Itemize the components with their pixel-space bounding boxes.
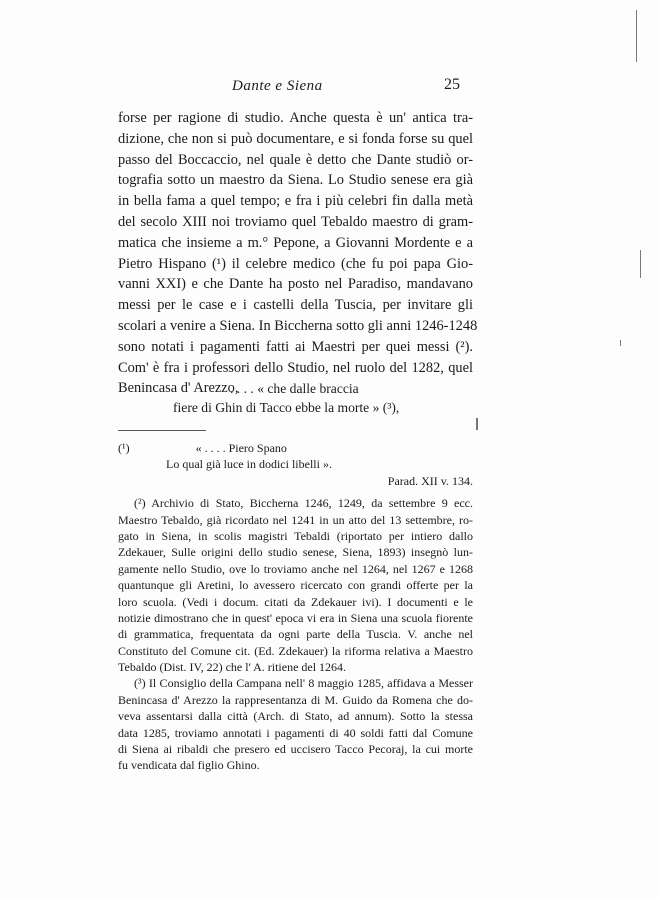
- text-line: Benincasa d' Arezzo,: [118, 380, 239, 397]
- scan-mark: [640, 250, 641, 278]
- text-line: tografia sotto un maestro da Siena. Lo Studio senese era già: [118, 172, 473, 189]
- footnote-line: notizie dimostrano che in quest' epoca vi era in Siena una scuola fiorente: [118, 610, 473, 625]
- text-line: forse per ragione di studio. Anche questa è un' antica tra-: [118, 110, 473, 126]
- footnote-line: (³) Il Consiglio della Campana nell' 8 maggio 1285, affidava a Messer: [134, 676, 473, 691]
- footnote-line: gato in Siena, in scolis magistri Tebaldi (riportato per intiero dallo: [118, 528, 473, 543]
- scan-mark: [476, 418, 478, 430]
- footnote-line: gamente nello Studio, ove lo troviamo anche nel 1264, nel 1267 e 1268: [118, 561, 473, 576]
- footnote-line: Tebaldo (Dist. IV, 22) che l' A. ritiene del 1264.: [118, 660, 347, 675]
- running-header-title: Dante e Siena: [232, 78, 323, 94]
- footnote-separator: [118, 430, 206, 431]
- footnote-line: Constituto del Comune cit. (Ed. Zdekauer) la riforma relativa a Maestro: [118, 643, 473, 658]
- text-line: passo del Boccaccio, nel quale è detto che Dante studiò or-: [118, 151, 473, 168]
- footnote-line: fu vendicata dal figlio Ghino.: [118, 758, 260, 773]
- text-line: Com' è fra i professori dello Studio, nel ruolo del 1282, quel: [118, 359, 473, 376]
- text-line: del secolo XIII noi troviamo quel Tebaldo maestro di gram-: [118, 213, 473, 230]
- text-line: dizione, che non si può documentare, e si fonda forse su quel: [118, 130, 473, 147]
- footnote-line: veva assentarsi dalla città (Arch. di Stato, ad annum). Sotto la stessa: [118, 709, 473, 724]
- footnote-line: Maestro Tebaldo, già ricordato nel 1241 in un atto del 13 settembre, ro-: [118, 512, 473, 527]
- footnote-line: (¹) « . . . . Piero Spano: [118, 441, 287, 455]
- footnote-line: Benincasa d' Arezzo la rappresentanza di M. Guido da Romena che do-: [118, 692, 473, 707]
- text-line: in bella fama a quel tempo; e fra i più celebri fin dalla metà: [118, 193, 473, 210]
- text-line: sono notati i pagamenti fatti ai Maestri per quei messi (²).: [118, 338, 473, 355]
- footnote-line: Parad. XII v. 134.: [387, 473, 473, 488]
- scan-mark: [636, 10, 637, 62]
- verse-line: . . . . « che dalle braccia: [230, 381, 359, 396]
- text-line: scolari a venire a Siena. In Biccherna sotto gli anni 1246-1248: [118, 317, 478, 334]
- footnote-line: di Siena ai ribaldi che presero ed uccisero Tacco Pecoraj, la cui morte: [118, 742, 473, 757]
- footnote-line: loro scuola. (Vedi i docum. citati da Zdekauer ivi). I documenti e le: [118, 594, 473, 609]
- footnote-line: data 1285, troviamo annotati i pagamenti di 40 soldi fatti dal Comune: [118, 725, 473, 740]
- main-text: [118, 108, 478, 399]
- text-line: Pietro Hispano (¹) il celebre medico (che fu poi papa Gio-: [118, 255, 473, 272]
- text-line: messi per le case e i castelli della Tuscia, per invitare gli: [118, 297, 473, 314]
- scan-mark: [620, 340, 621, 346]
- text-line: matica che insieme a m.° Pepone, a Giovanni Mordente e a: [118, 234, 473, 251]
- page-number: 25: [444, 76, 460, 93]
- verse-quotation: [118, 380, 473, 417]
- footnote-line: quantunque gli Aretini, lo avessero ricercato con grandi offerte per la: [118, 578, 473, 593]
- footnote-line: (²) Archivio di Stato, Biccherna 1246, 1249, da settembre 9 ecc.: [134, 496, 473, 511]
- footnote-line: Zdekauer, Sulle origini dello studio senese, Siena, 1893) insegnò lun-: [118, 545, 473, 560]
- verse-line: fiere di Ghin di Tacco ebbe la morte » (³),: [173, 399, 400, 415]
- footnotes: [118, 440, 473, 774]
- footnote-line: Lo qual già luce in dodici libelli ».: [118, 457, 332, 472]
- footnote-line: di grammatica, frequentata da ogni parte della Tuscia. V. anche nel: [118, 627, 473, 642]
- text-line: vanni XXI) e che Dante ha posto nel Paradiso, mandavano: [118, 276, 473, 293]
